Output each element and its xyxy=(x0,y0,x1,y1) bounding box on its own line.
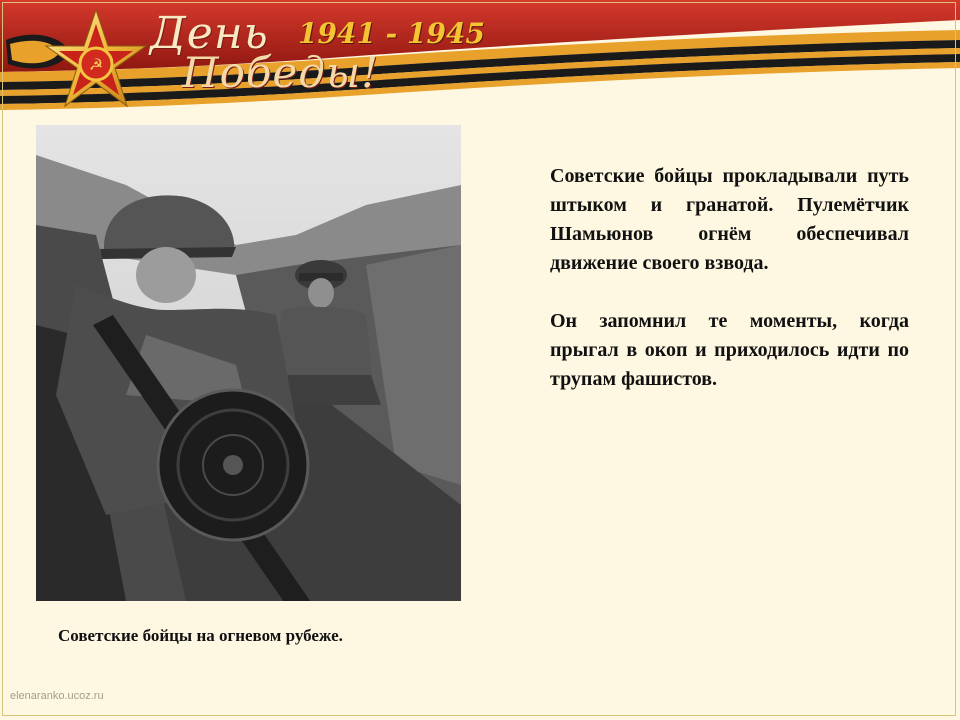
title-pobedy: Победы! xyxy=(182,48,380,97)
svg-text:☭: ☭ xyxy=(88,55,104,74)
years-label: 1941 - 1945 xyxy=(298,17,485,50)
photo-caption: Советские бойцы на огневом рубеже. xyxy=(58,626,343,645)
story-text xyxy=(550,162,909,394)
site-watermark: elenaranko.ucoz.ru xyxy=(10,690,104,702)
story-paragraph-2: Он запомнил те моменты, когда прыгал в окоп и приходилось идти по трупам фашистов. xyxy=(550,310,909,390)
story-paragraph-1: Советские бойцы прокладывали путь штыком и гранатой. Пулемётчик Шамьюнов огнём обеспечивал движение своего взвода. xyxy=(550,165,909,274)
title-den: День xyxy=(150,8,269,59)
war-photo xyxy=(36,125,461,601)
